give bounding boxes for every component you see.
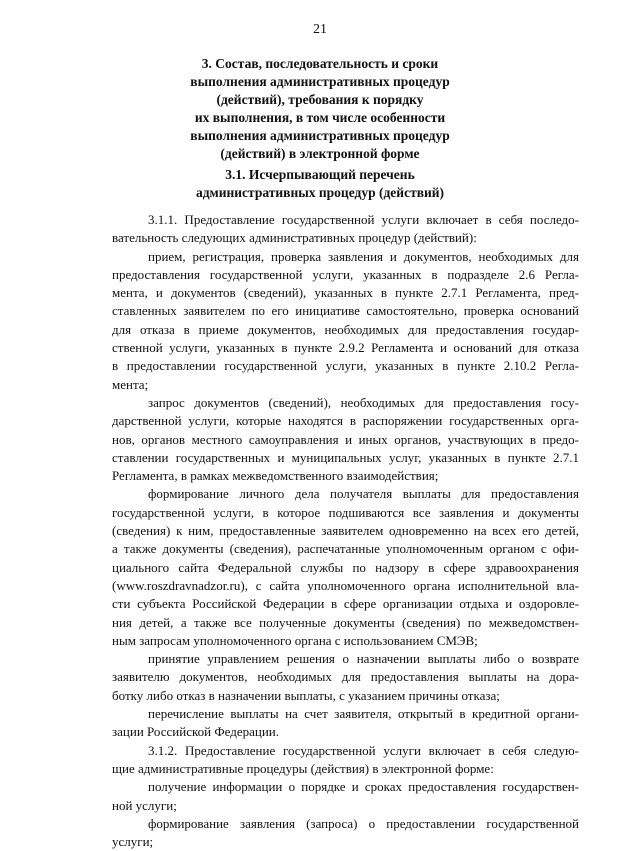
paragraph-line: ния детей, а также все полученные документы (сведения) по межведомствен-	[112, 614, 579, 630]
paragraph-line: 3.1.1. Предоставление государственной услуги включает в себя последо-	[148, 212, 579, 227]
paragraph-line: получение информации о порядке и сроках предоставления государствен-	[148, 779, 579, 795]
paragraph	[112, 815, 579, 851]
paragraph-line: формирование заявления (запроса) о предоставлении государственной	[148, 815, 579, 831]
section-heading	[0, 55, 640, 163]
body-text	[112, 211, 579, 851]
section-heading-line: их выполнения, в том числе особенности	[194, 110, 446, 125]
paragraph-line: ставленных заявителем по его инициативе самостоятельно, проверка оснований	[112, 303, 579, 319]
paragraph-line: ственной услуги, указанных в пункте 2.9.2 Регламента и оснований для отказа	[112, 340, 579, 356]
subsection-heading-line: административных процедур (действий)	[195, 185, 445, 200]
paragraph-line: 3.1.2. Предоставление государственной услуги включает в себя следую-	[148, 742, 579, 758]
paragraph-line: предоставления государственной услуги, указанных в подразделе 2.6 Регла-	[112, 266, 579, 282]
paragraph-line: принятие управлением решения о назначении выплаты либо о возврате	[148, 651, 579, 667]
subsection-heading-line: 3.1. Исчерпывающий перечень	[225, 167, 415, 182]
page-number: 21	[313, 22, 327, 37]
paragraph	[112, 211, 579, 248]
section-heading-line: (действий) в электронной форме	[220, 146, 420, 161]
paragraph	[112, 248, 579, 394]
subsection-heading	[0, 166, 640, 202]
paragraph-line: а также документы (сведения), распечатанные уполномоченным органом с офи-	[112, 541, 579, 557]
paragraph-line: вательность следующих административных процедур (действий):	[112, 230, 477, 246]
paragraph-line: Регламента, в рамках межведомственного взаимодействия;	[112, 468, 439, 484]
paragraph-line: ным запросам уполномоченного органа с использованием СМЭВ;	[112, 632, 478, 648]
paragraph-line: циального сайта Федеральной службы по надзору в сфере здравоохранения	[112, 559, 579, 575]
paragraph-line: в предоставлении государственной услуги, указанных в пункте 2.10.2 Регла-	[112, 358, 579, 374]
paragraph-line: перечисление выплаты на счет заявителя, открытый в кредитной органи-	[148, 706, 579, 722]
paragraph	[112, 742, 579, 779]
paragraph-line: формирование личного дела получателя выплаты для предоставления	[148, 486, 579, 502]
paragraph-line: нов, органов местного самоуправления и иных органов, участвующих в предо-	[112, 431, 579, 447]
paragraph-line: ботку либо отказ в назначении выплаты, с указанием причины отказа;	[112, 687, 500, 703]
paragraph-line: (www.roszdravnadzor.ru), с сайта уполномоченного органа исполнительной вла-	[112, 577, 579, 593]
paragraph-line: прием, регистрация, проверка заявления и документов, необходимых для	[148, 248, 579, 264]
paragraph-line: государственной услуги, в которое подшиваются все заявления и документы	[112, 504, 579, 520]
paragraph-line: мента;	[112, 376, 149, 392]
paragraph-line: зации Российской Федерации.	[112, 724, 279, 740]
paragraph-line: ной услуги;	[112, 797, 177, 813]
paragraph-line: щие административные процедуры (действия) в электронной форме:	[112, 760, 494, 776]
paragraph-line: услуги;	[112, 834, 154, 850]
paragraph	[112, 485, 579, 650]
paragraph	[112, 650, 579, 705]
section-heading-line: выполнения административных процедур	[190, 74, 450, 89]
paragraph-line: заявителю документов, необходимых для предоставления выплаты на дора-	[112, 669, 579, 685]
section-heading-line: выполнения административных процедур	[190, 128, 450, 143]
paragraph-line: сти субъекта Российской Федерации в сфере организации отдыха и оздоровле-	[112, 596, 579, 612]
paragraph-line: ставлении государственных и муниципальных услуг, указанных в пункте 2.7.1	[112, 449, 579, 465]
paragraph-line: (сведения) к ним, предоставленные заявителем одновременно на всех его детей,	[112, 523, 579, 539]
section-heading-line: 3. Состав, последовательность и сроки	[201, 56, 439, 71]
paragraph	[112, 778, 579, 815]
paragraph	[112, 394, 579, 485]
paragraph-line: дарственной услуги, которые находятся в распоряжении государственных орга-	[112, 413, 579, 429]
paragraph-line: для отказа в приеме документов, необходимых для предоставления государ-	[112, 321, 579, 337]
section-heading-line: (действий), требования к порядку	[216, 92, 424, 107]
paragraph	[112, 705, 579, 742]
paragraph-line: запрос документов (сведений), необходимых для предоставления госу-	[148, 394, 579, 410]
paragraph-line: мента, и документов (сведений), указанных в пункте 2.7.1 Регламента, пред-	[112, 285, 579, 301]
